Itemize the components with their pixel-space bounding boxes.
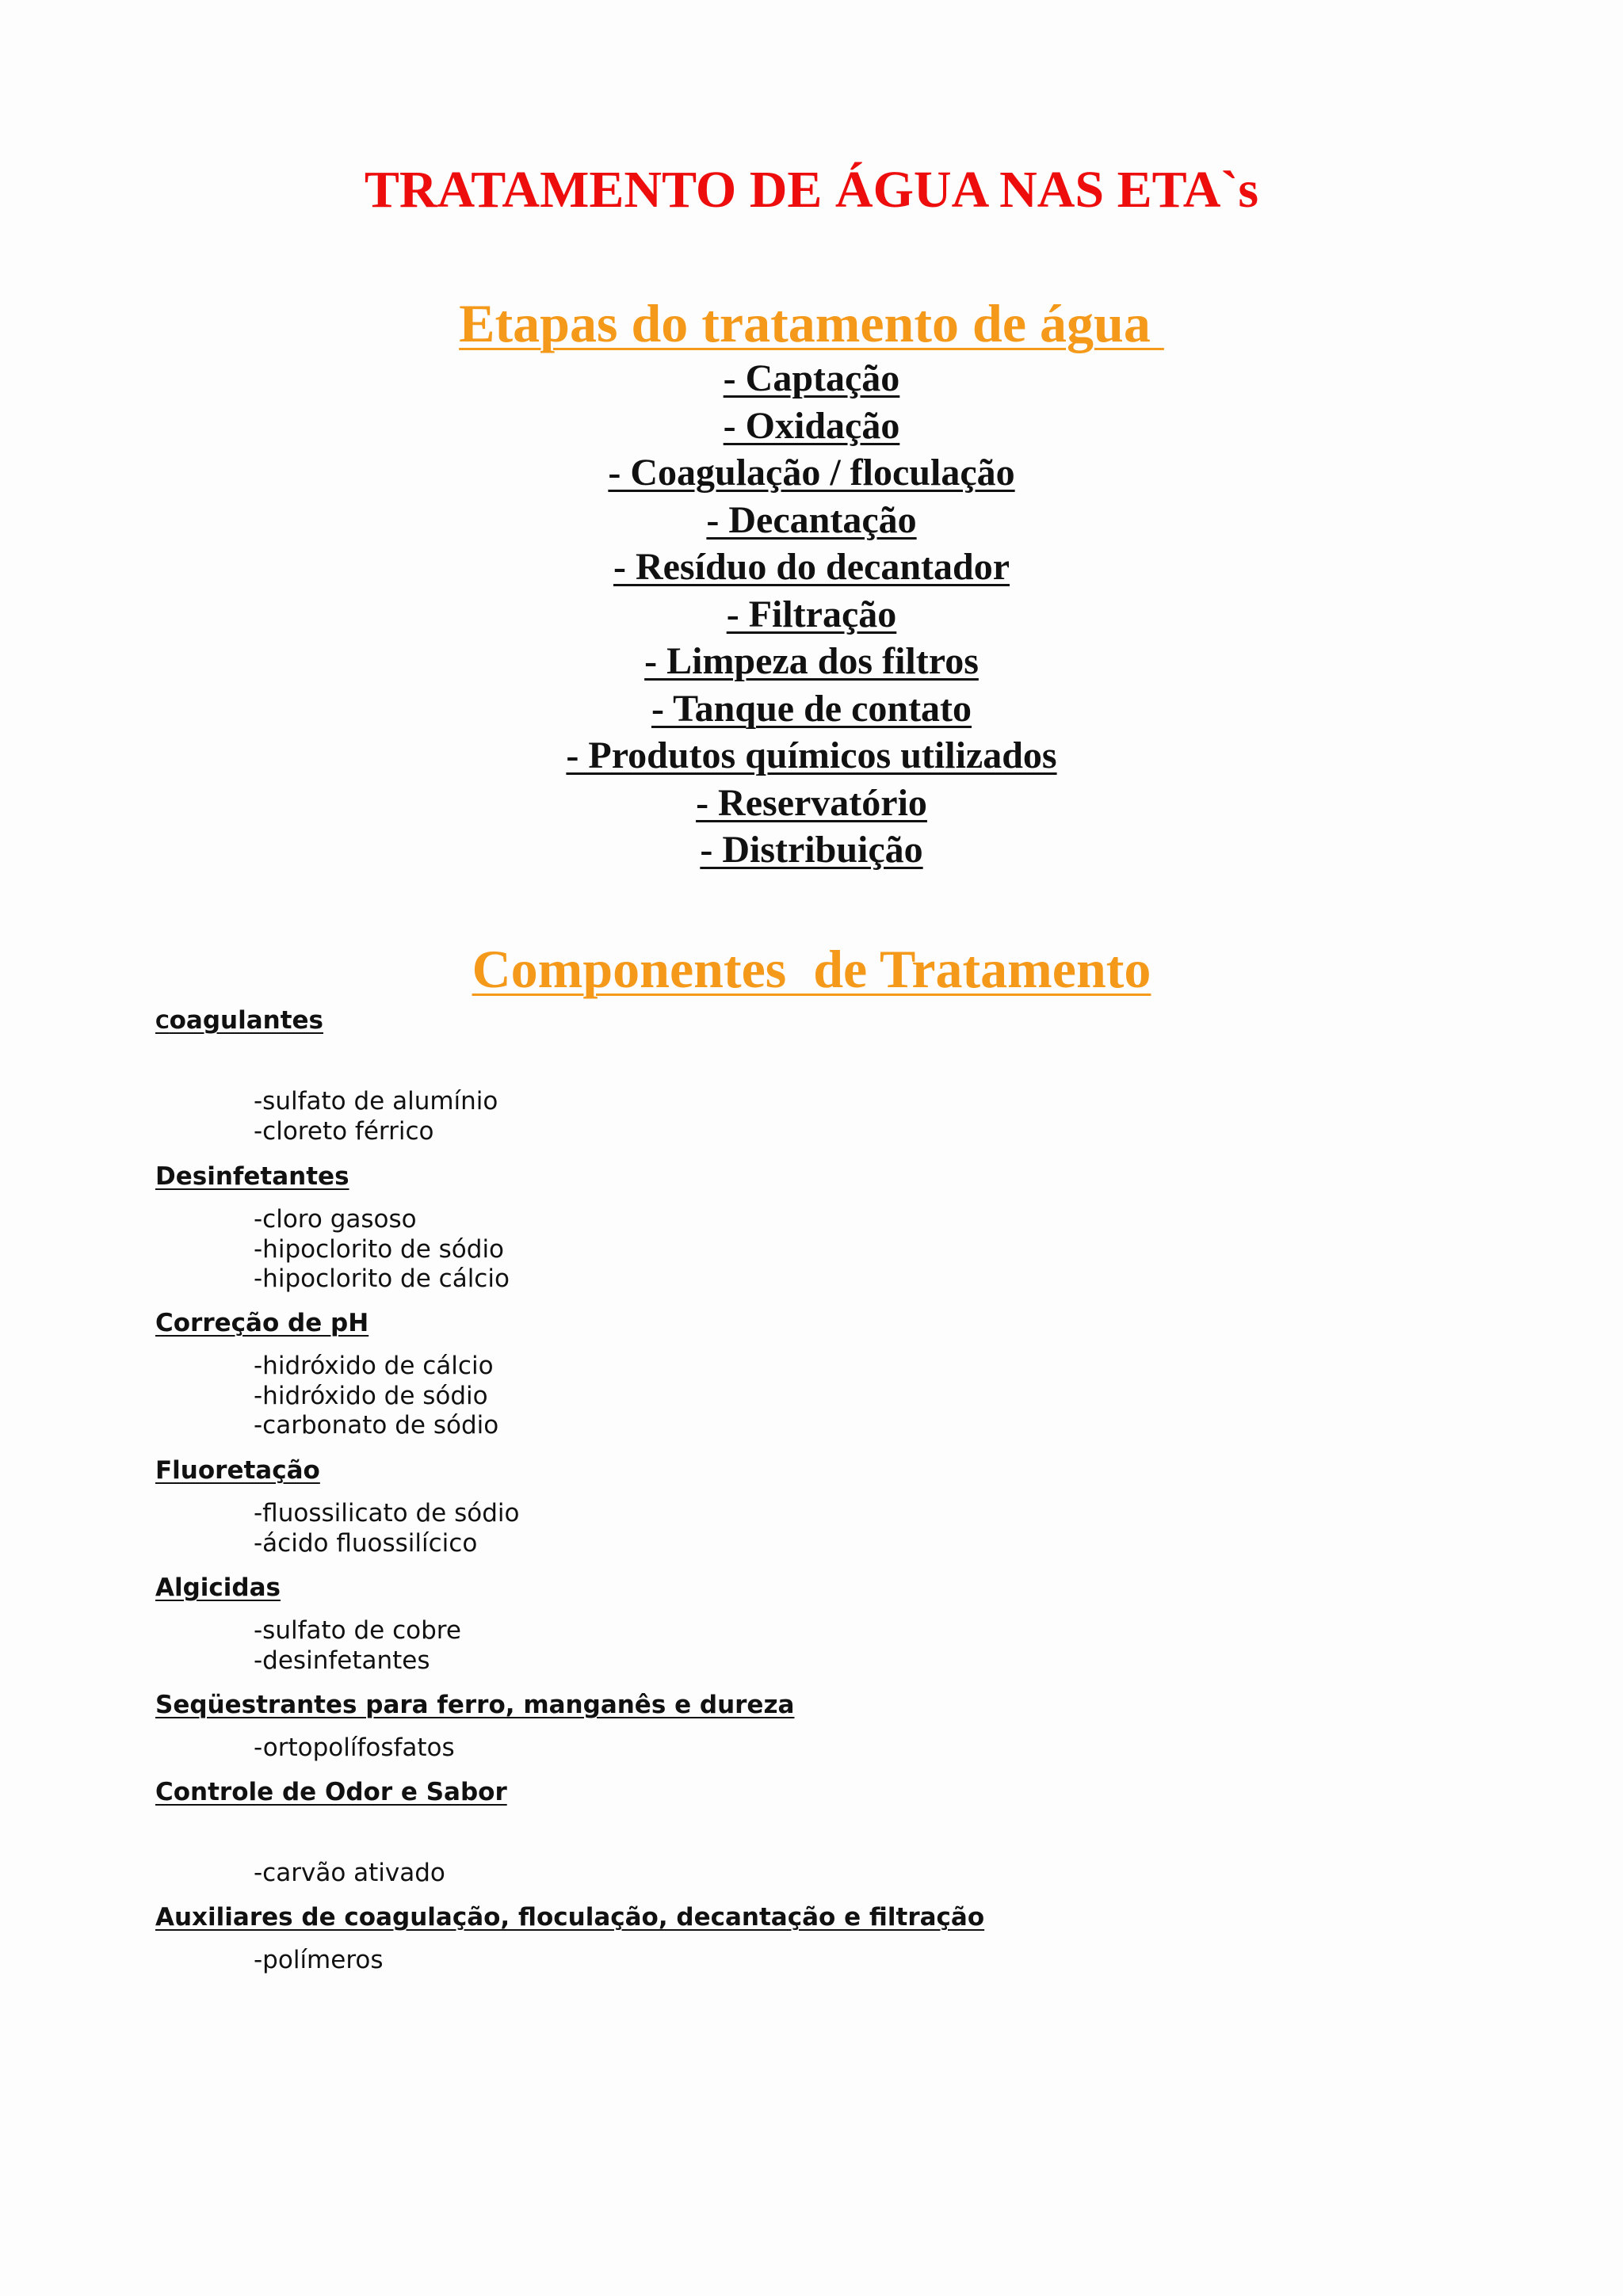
category-items-auxiliares: [254, 1946, 384, 1976]
category-title-sequestrantes: Seqüestrantes para ferro, manganês e dureza: [155, 1691, 795, 1719]
list-item: -hipoclorito de sódio: [254, 1234, 505, 1264]
treatment-steps-heading: Etapas do tratamento de água: [459, 293, 1164, 353]
list-item: -hipoclorito de cálcio: [254, 1264, 510, 1293]
list-item: - Coagulação / floculação: [608, 452, 1015, 494]
list-item: - Limpeza dos filtros: [644, 640, 979, 682]
category-title-auxiliares: Auxiliares de coagulação, floculação, decantação e filtração: [155, 1903, 985, 1932]
list-item: - Decantação: [706, 498, 917, 541]
category-items-sequestrantes: [254, 1733, 455, 1764]
treatment-steps-section: [0, 292, 1623, 874]
category-items-desinfetantes: [254, 1205, 510, 1295]
category-title-coagulantes: Coagulantes: [155, 1006, 324, 1035]
category-title-algicidas: Algicidas: [155, 1573, 281, 1602]
category-items-algicidas: [254, 1616, 461, 1676]
list-item: -cloreto férrico: [254, 1116, 434, 1146]
components-heading: Componentes de Tratamento: [472, 939, 1151, 999]
list-item: - Tanque de contato: [651, 687, 972, 730]
list-item: -ortopolífosfatos: [254, 1733, 455, 1762]
list-item: -fluossilicato de sódio: [254, 1499, 520, 1527]
treatment-steps-list: [0, 355, 1623, 874]
list-item: -carvão ativado: [254, 1859, 445, 1887]
list-item: -sulfato de alumínio: [254, 1087, 498, 1116]
category-items-fluoretacao: [254, 1499, 519, 1558]
category-items-correcao-ph: [254, 1352, 498, 1441]
list-item: -cloro gasoso: [254, 1205, 417, 1234]
category-items-controle-odor-sabor: [254, 1859, 445, 1889]
list-item: -hidróxido de cálcio: [254, 1352, 494, 1380]
category-title-controle-odor-sabor: Controle de Odor e Sabor: [155, 1778, 507, 1806]
list-item: - Resíduo do decantador: [613, 546, 1010, 588]
list-item: - Produtos químicos utilizados: [566, 734, 1057, 776]
list-item: - Filtração: [726, 593, 897, 635]
list-item: - Captação: [723, 357, 900, 399]
category-title-desinfetantes: Desinfetantes: [155, 1162, 349, 1191]
list-item: -hidróxido de sódio: [254, 1381, 488, 1410]
category-title-correcao-ph: Correção de pH: [155, 1309, 369, 1337]
list-item: - Oxidação: [723, 404, 900, 447]
list-item: - Distribuição: [700, 829, 923, 871]
list-item: -desinfetantes: [254, 1646, 430, 1675]
document-title: TRATAMENTO DE ÁGUA NAS ETA`s: [364, 161, 1259, 219]
list-item: - Reservatório: [696, 781, 927, 824]
list-item: -polímeros: [254, 1946, 384, 1974]
category-title-fluoretacao: Fluoretação: [155, 1456, 320, 1485]
list-item: -carbonato de sódio: [254, 1411, 499, 1440]
list-item: -sulfato de cobre: [254, 1616, 461, 1645]
category-items-coagulantes: [254, 1087, 498, 1146]
list-item: -ácido fluossilícico: [254, 1528, 478, 1558]
